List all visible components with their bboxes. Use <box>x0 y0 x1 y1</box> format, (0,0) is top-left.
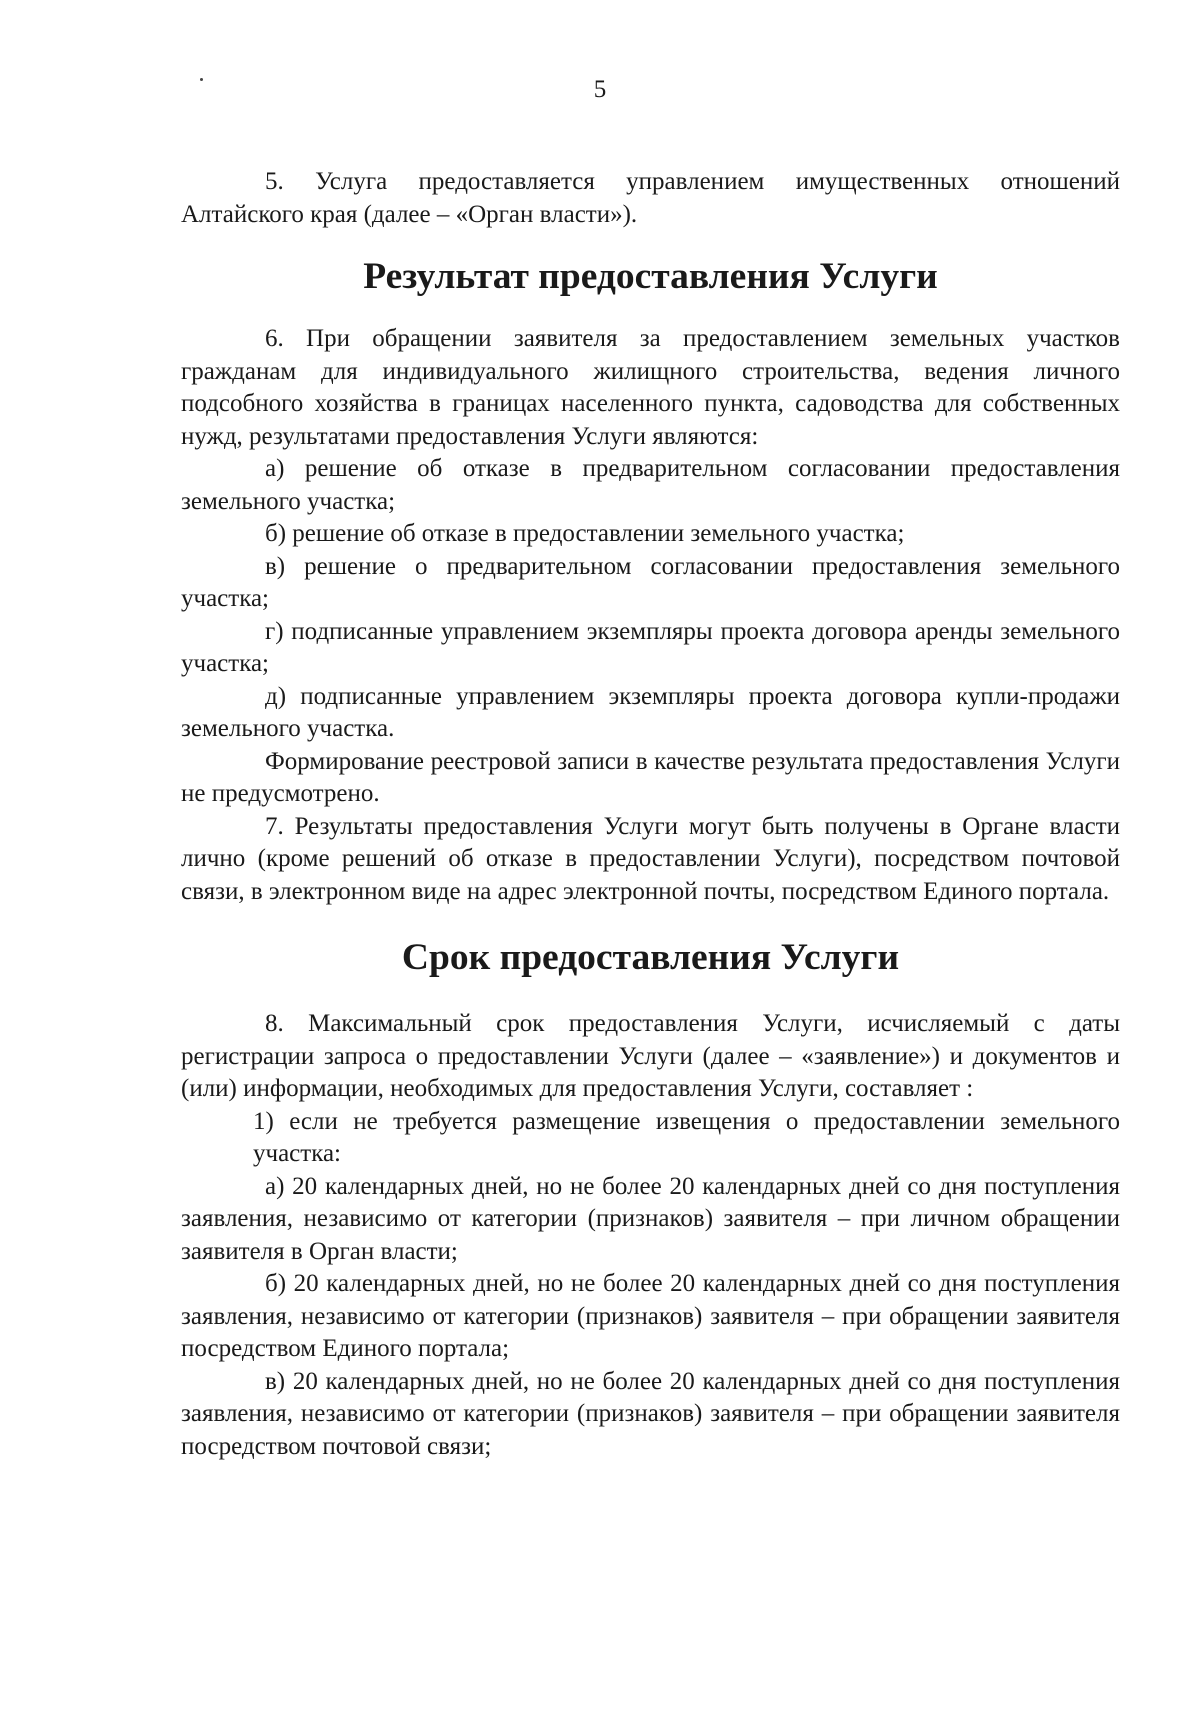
heading-result: Результат предоставления Услуги <box>363 256 938 297</box>
list-item-8v: в) 20 календарных дней, но не более 20 календарных дней со дня поступления заявления, независимо от категории (признаков) заявителя – при обращении заявителя посредством почтовой связи; <box>181 1367 1120 1460</box>
list-item-6a: а) решение об отказе в предварительном согласовании предоставления земельного участка; <box>181 455 1120 515</box>
heading-term: Срок предоставления Услуги <box>401 937 900 978</box>
list-item-8b: б) 20 календарных дней, но не более 20 календарных дней со дня поступления заявления, независимо от категории (признаков) заявителя – при обращении заявителя посредством Единого портала; <box>181 1270 1120 1362</box>
list-item-6g: г) подписанные управлением экземпляры проекта договора аренды земельного участка; <box>181 617 1120 677</box>
page-number: 5 <box>593 76 607 103</box>
paragraph-6-intro: 6. При обращении заявителя за предоставлением земельных участков гражданам для индивидуального жилищного строительства, ведения личного подсобного хозяйства в границах населенного пункта, садоводства для собственных нужд, результатами предоставления Услуги являются: <box>181 325 1120 450</box>
subitem-8-1: 1) если не требуется размещение извещения о предоставлении земельного участка: <box>253 1107 1120 1167</box>
list-item-6d: д) подписанные управлением экземпляры проекта договора купли-продажи земельного участка. <box>181 682 1120 742</box>
paragraph-5: 5. Услуга предоставляется управлением имущественных отношений Алтайского края (далее – «Орган власти»). <box>181 168 1120 228</box>
paragraph-registry-note: Формирование реестровой записи в качестве результата предоставления Услуги не предусмотрено. <box>181 747 1120 807</box>
paragraph-8-intro: 8. Максимальный срок предоставления Услуги, исчисляемый с даты регистрации запроса о предоставлении Услуги (далее – «заявление») и документов и (или) информации, необходимых для предоставления Услуги, составляет : <box>181 1010 1120 1102</box>
paragraph-7: 7. Результаты предоставления Услуги могут быть получены в Органе власти лично (кроме решений об отказе в предоставлении Услуги), посредством почтовой связи, в электронном виде на адрес электронной почты, посредством Единого портала. <box>181 812 1120 905</box>
list-item-6v: в) решение о предварительном согласовании предоставления земельного участка; <box>181 552 1120 612</box>
document-body <box>181 166 1120 1463</box>
list-item-6b: б) решение об отказе в предоставлении земельного участка; <box>265 520 905 547</box>
list-item-8a: а) 20 календарных дней, но не более 20 календарных дней со дня поступления заявления, независимо от категории (признаков) заявителя – при личном обращении заявителя в Орган власти; <box>181 1172 1120 1265</box>
